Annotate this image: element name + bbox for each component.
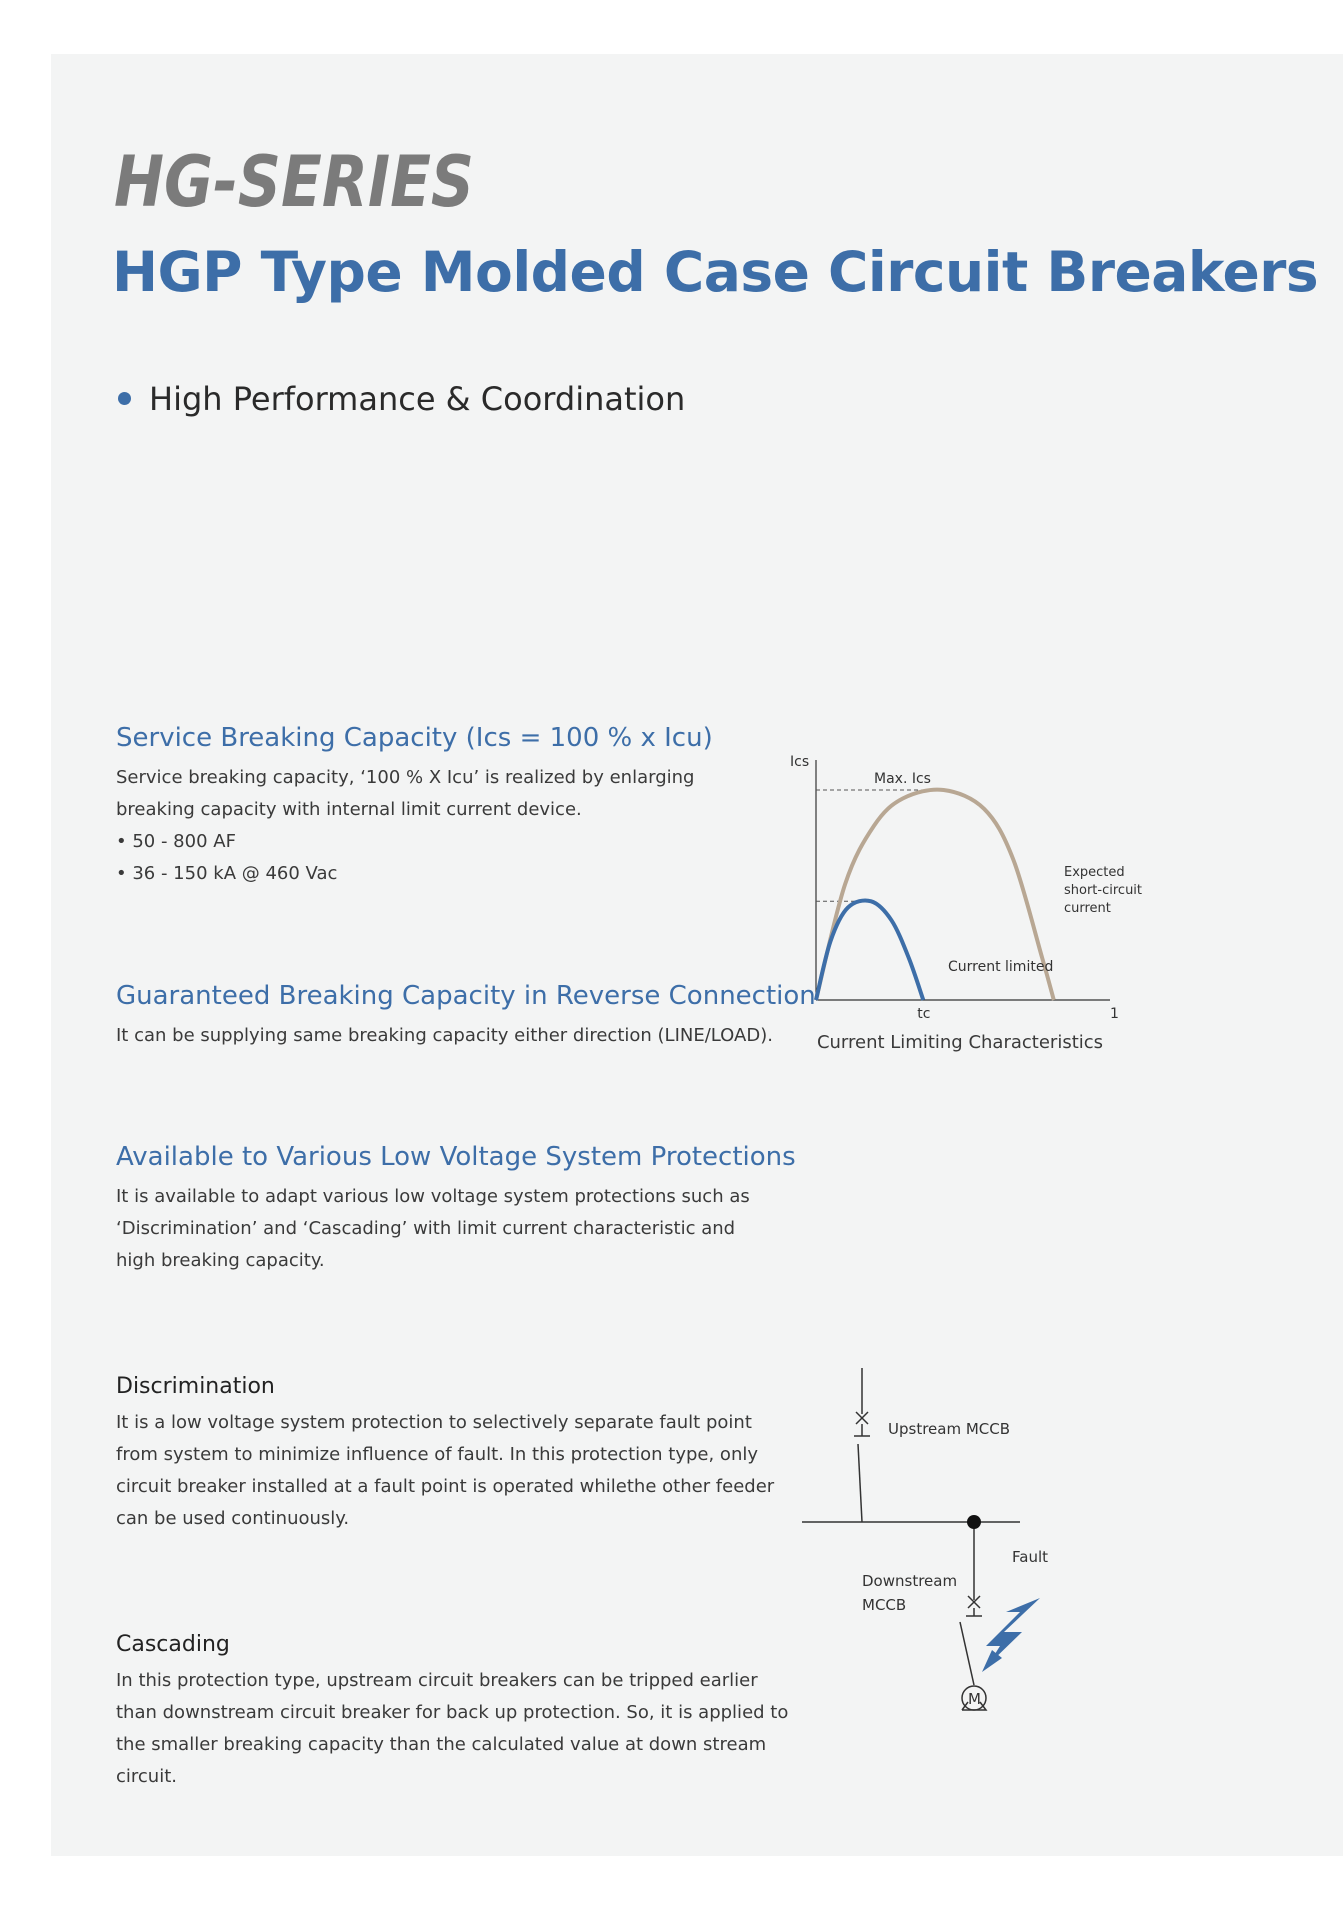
- upstream-switch-blade: [858, 1444, 862, 1522]
- service-bullets: [116, 826, 756, 890]
- service-body: [116, 762, 756, 890]
- current-limiting-chart: [770, 740, 1143, 1022]
- motor-label: M: [968, 1690, 981, 1708]
- upstream-label: Upstream MCCB: [888, 1420, 1011, 1438]
- current-limited-label: Current limited: [948, 959, 1054, 975]
- cascading-heading: Cascading: [116, 1632, 230, 1657]
- downstream-label-line: Downstream: [862, 1572, 958, 1590]
- expected-current-label: short-circuit: [1064, 883, 1143, 898]
- junction-node-icon: [967, 1515, 981, 1529]
- reverse-heading: Guaranteed Breaking Capacity in Reverse Connection: [116, 981, 816, 1011]
- subtitle-text: High Performance & Coordination: [149, 380, 686, 418]
- series-line-1: [816, 900, 923, 1000]
- page-subtitle: [118, 380, 685, 418]
- downstream-switch-blade: [960, 1622, 974, 1685]
- downstream-label-line: MCCB: [862, 1596, 907, 1614]
- protections-heading: Available to Various Low Voltage System Protections: [116, 1142, 796, 1172]
- coordination-diagram: [790, 1360, 1070, 1740]
- expected-current-label: Expected: [1064, 865, 1125, 880]
- hg-series-logo: [114, 140, 484, 223]
- discrimination-body: It is a low voltage system protection to selectively separate fault point from system to minimize influence of fault. In this protection type, only circuit breaker installed at a fault point is operated whilethe other feeder can be used continuously.: [116, 1412, 775, 1529]
- y-axis-label: Ics: [790, 754, 810, 770]
- logo-text: HG-SERIES: [114, 141, 474, 223]
- fault-label: Fault: [1012, 1548, 1048, 1566]
- protections-body: It is available to adapt various low voltage system protections such as ‘Discrimination’ and ‘Cascading’ with limit current characteristic and high breaking capacity.: [116, 1186, 750, 1271]
- service-heading: Service Breaking Capacity (Ics = 100 % x Icu): [116, 723, 713, 753]
- discrimination-heading: Discrimination: [116, 1374, 275, 1399]
- x-tick-label-tc: tc: [917, 1006, 931, 1022]
- max-ics-annotation: Max. Ics: [874, 771, 931, 787]
- expected-current-label: current: [1064, 901, 1111, 916]
- page-sheet: [51, 54, 1343, 1856]
- service-bullet: • 50 - 800 AF: [116, 826, 756, 858]
- chart-caption: Current Limiting Characteristics: [816, 1032, 1104, 1053]
- reverse-body: It can be supplying same breaking capacity either direction (LINE/LOAD).: [116, 1025, 773, 1046]
- x-tick-label-1: 1: [1110, 1006, 1119, 1022]
- cascading-body: In this protection type, upstream circuit breakers can be tripped earlier than downstream circuit breaker for back up protection. So, it is applied to the smaller breaking capacity than the calculated value at down stream circuit.: [116, 1670, 789, 1787]
- page-title: HGP Type Molded Case Circuit Breakers: [112, 240, 1319, 304]
- service-text: Service breaking capacity, ‘100 % X Icu’ is realized by enlarging breaking capacity with internal limit current device.: [116, 767, 695, 820]
- bullet-dot-icon: [118, 392, 131, 405]
- service-bullet: • 36 - 150 kA @ 460 Vac: [116, 858, 756, 890]
